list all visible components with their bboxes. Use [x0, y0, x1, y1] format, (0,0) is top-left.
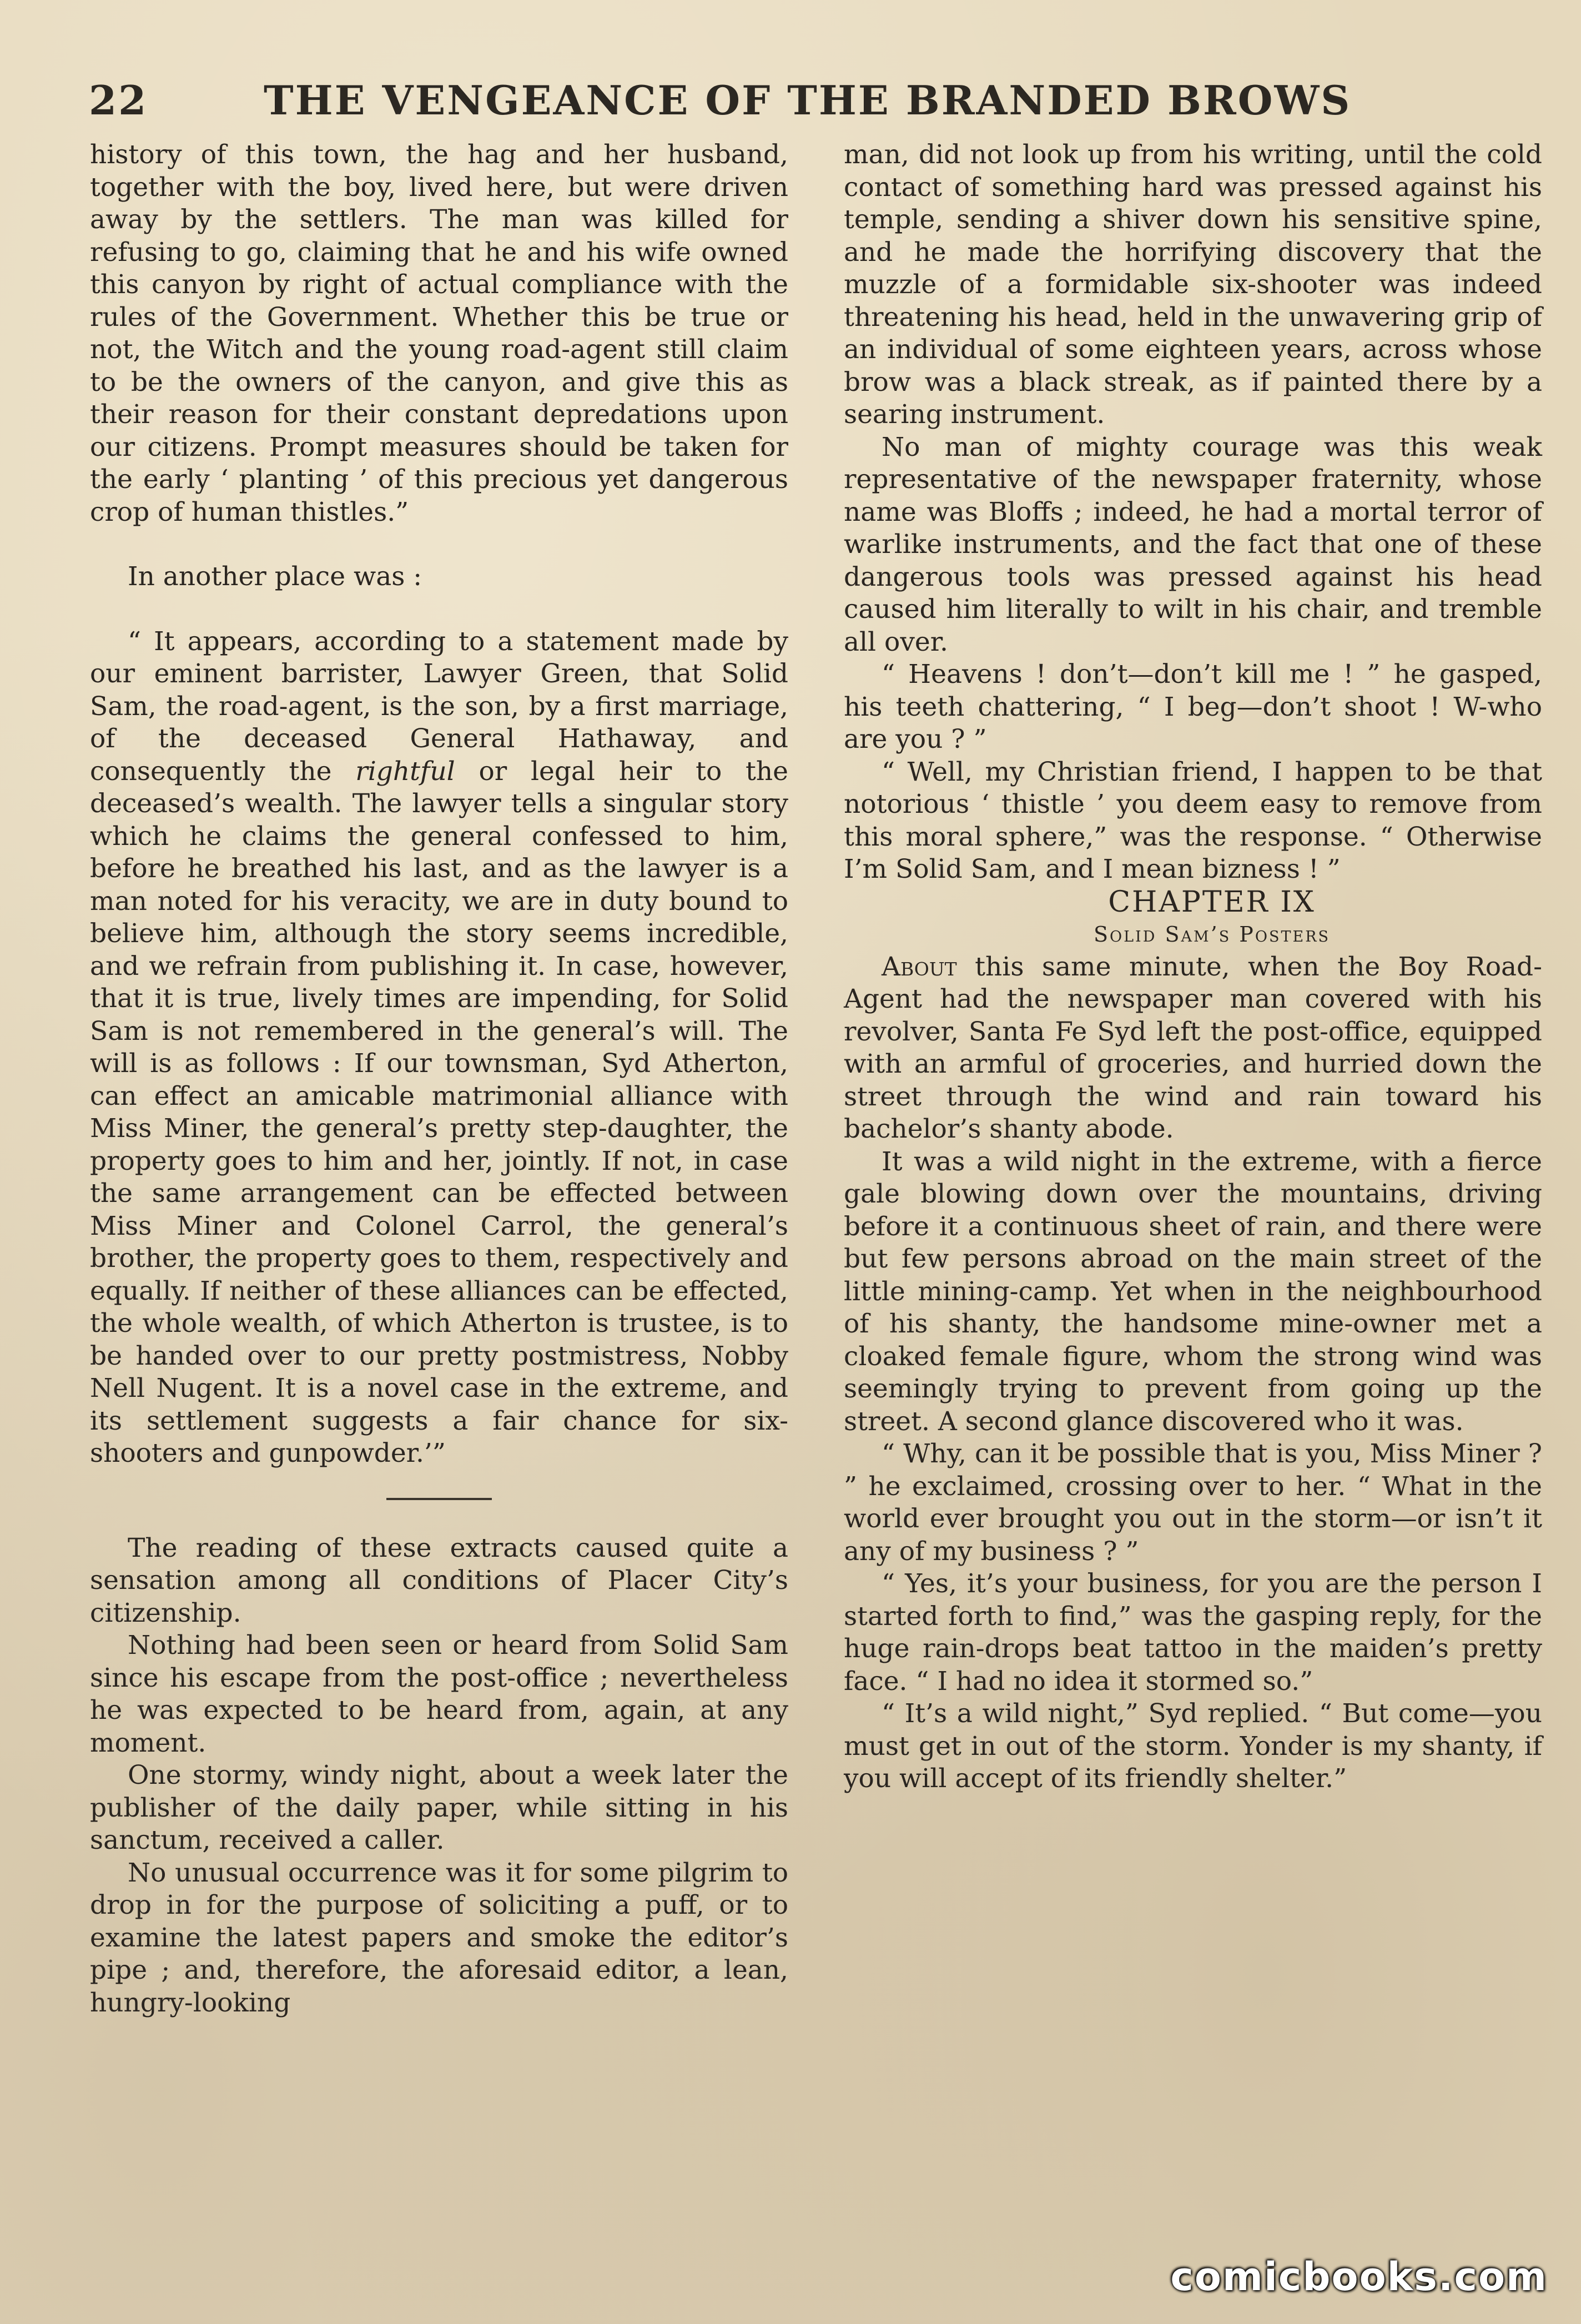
page-header [89, 77, 1388, 132]
paragraph: history of this town, the hag and her husband, together with the boy, lived here, but were driven away by the settlers. The man was killed for refusing to go, claiming that he and his wife owned this canyon by right of actual compliance with the rules of the Government. Whether this be true or not, the Witch and the young road-agent still claim to be the owners of the canyon, and give this as their reason for their constant depredations upon our citizens. Prompt measures should be taken for the early ‘ planting ’ of this precious yet dangerous crop of human thistles.” [90, 139, 788, 527]
paragraph: No man of mighty courage was this weak representative of the newspaper fraternity, whose name was Bloffs ; indeed, he had a mortal terror of warlike instruments, and the fact that one of these dangerous tools was pressed against his head caused him literally to wilt in his chair, and tremble all over. [844, 431, 1542, 657]
quoted-paragraph [90, 626, 788, 1470]
paragraph: No unusual occurrence was it for some pilgrim to drop in for the purpose of soliciting a puff, or to examine the latest papers and smoke the editor’s pipe ; and, therefore, the aforesaid editor, a lean, hungry-looking [90, 1857, 788, 2018]
paragraph: “ Well, my Christian friend, I happen to be that notorious ‘ thistle ’ you deem easy to remove from this moral sphere,” was the response. “ Otherwise I’m Solid Sam, and I mean bizness ! ” [844, 756, 1542, 884]
text-run: or legal heir to the deceased’s wealth. The lawyer tells a singular story which he claims the general confessed to him, before he breathed his last, and as the lawyer is a man noted for his veracity, we are in duty bound to believe him, although the story seems incredible, and we refrain from publishing it. In case, however, that it is true, lively times are impending, for Solid Sam is not remembered in the general’s will. The will is as follows : If our townsman, Syd Atherton, can effect an amicable matrimonial alliance with Miss Miner, the general’s pretty step-daughter, the property goes to him and her, jointly. If not, in case the same arrangement can be effected between Miss Miner and Colonel Carrol, the general’s brother, the property goes to them, respectively and equally. If neither of these alliances can be effected, the whole wealth, of which Atherton is trustee, is to be handed over to our pretty postmistress, Nobby Nell Nugent. It is a novel case in the extreme, and its settlement suggests a fair chance for six-shooters and gunpowder.’” [90, 756, 788, 1468]
paragraph: In another place was : [128, 561, 422, 592]
paragraph: man, did not look up from his writing, until the cold contact of something hard was pressed against his temple, sending a shiver down his sensitive spine, and he made the horrifying discovery that the muzzle of a formidable six-shooter was indeed threatening his head, held in the unwavering grip of an individual of some eighteen years, across whose brow was a black streak, as if painted there by a searing instrument. [844, 139, 1542, 430]
paragraph: “ It’s a wild night,” Syd replied. “ But come—you must get in out of the storm. Yonder is my shanty, if you will accept of its friendly shelter.” [844, 1698, 1542, 1794]
paragraph: “ Why, can it be possible that is you, Miss Miner ? ” he exclaimed, crossing over to her. “ What in the world ever brought you out in the storm—or isn’t it any of my business ? ” [844, 1438, 1542, 1567]
text-run: “ It appears, according to a statement made by our eminent barrister, Lawyer Green, that Solid Sam, the road-agent, is the son, by a first marriage, of the deceased General Hathaway, and consequently the [90, 626, 788, 787]
paragraph: “ Heavens ! don’t—don’t kill me ! ” he gasped, his teeth chattering, “ I beg—don’t shoot ! W-who are you ? ” [844, 659, 1542, 754]
chapter-heading: CHAPTER IX [1108, 885, 1316, 919]
page-number: 22 [89, 77, 148, 124]
text-run: this same minute, when the Boy Road-Agent had the newspaper man covered with his revolver, Santa Fe Syd left the post-office, equipped with an armful of groceries, and hurried down the street through the wind and rain toward his bachelor’s shanty abode. [844, 951, 1542, 1144]
paragraph: Nothing had been seen or heard from Solid Sam since his escape from the post-office ; nevertheless he was expected to be heard from, again, at any moment. [90, 1630, 788, 1758]
paragraph: One stormy, windy night, about a week later the publisher of the daily paper, while sitting in his sanctum, received a caller. [90, 1760, 788, 1855]
section-divider [386, 1498, 492, 1500]
watermark: comicbooks.com [1170, 2254, 1548, 2300]
paragraph: The reading of these extracts caused quite a sensation among all conditions of Placer City’s citizenship. [90, 1532, 788, 1628]
running-title: THE VENGEANCE OF THE BRANDED BROWS [264, 77, 1352, 124]
italic-text: rightful [355, 756, 455, 787]
left-column [90, 139, 788, 2019]
paragraph [844, 951, 1542, 1146]
chapter-subtitle: Solid Sam’s Posters [1093, 922, 1331, 947]
lead-word: About [882, 951, 957, 982]
right-column [844, 139, 1542, 1795]
paragraph: It was a wild night in the extreme, with a fierce gale blowing down over the mountains, driving before it a continuous sheet of rain, and there were but few persons abroad on the main street of the little mining-camp. Yet when in the neighbourhood of his shanty, the handsome mine-owner met a cloaked female figure, whom the strong wind was seemingly trying to prevent from going up the street. A second glance discovered who it was. [844, 1146, 1542, 1437]
paragraph: “ Yes, it’s your business, for you are the person I started forth to find,” was the gasping reply, for the huge rain-drops beat tattoo in the maiden’s pretty face. “ I had no idea it stormed so.” [844, 1568, 1542, 1697]
